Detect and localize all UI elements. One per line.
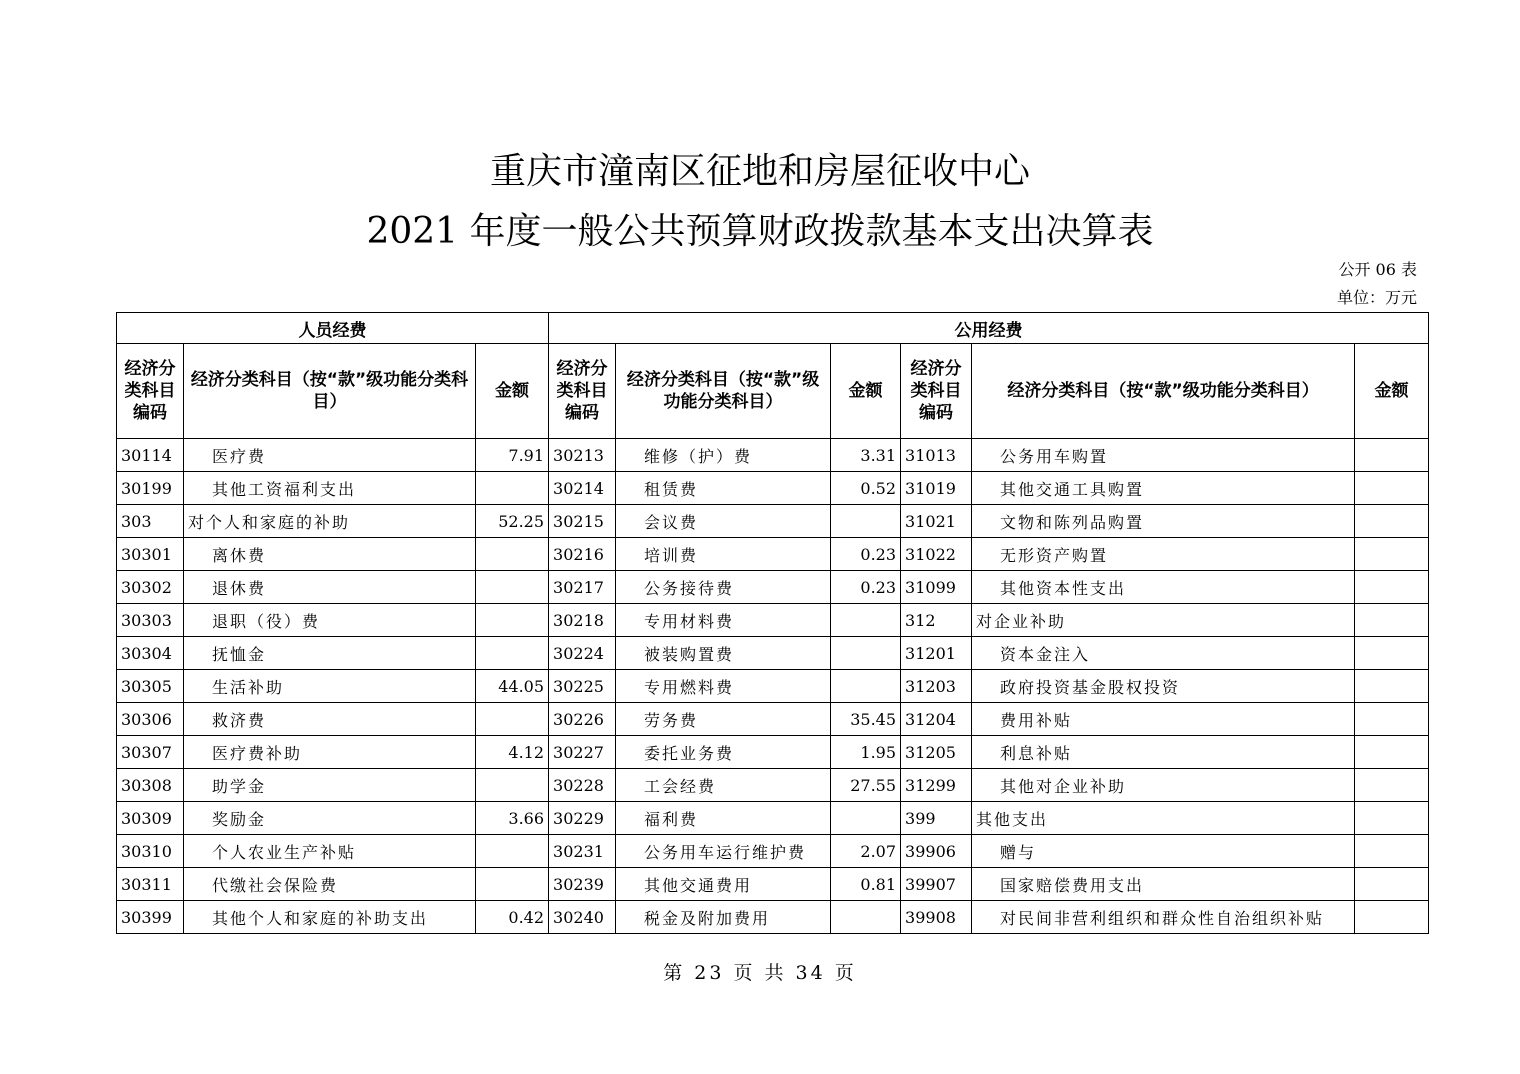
amount-cell — [476, 538, 549, 571]
amount-cell — [476, 571, 549, 604]
code-cell: 30228 — [549, 769, 616, 802]
name-cell: 税金及附加费用 — [616, 901, 831, 934]
code-cell: 31205 — [901, 736, 972, 769]
amount-cell — [831, 670, 901, 703]
name-cell: 代缴社会保险费 — [184, 868, 476, 901]
code-cell: 30303 — [117, 604, 184, 637]
amount-cell: 0.81 — [831, 868, 901, 901]
code-cell: 30224 — [549, 637, 616, 670]
table-number: 公开 06 表 — [1338, 260, 1417, 279]
code-cell: 31299 — [901, 769, 972, 802]
expenditure-table — [116, 312, 1429, 934]
amount-cell: 4.12 — [476, 736, 549, 769]
code-cell: 30213 — [549, 439, 616, 472]
code-cell: 31013 — [901, 439, 972, 472]
amount-cell: 52.25 — [476, 505, 549, 538]
name-cell: 工会经费 — [616, 769, 831, 802]
name-cell: 委托业务费 — [616, 736, 831, 769]
table-row — [117, 736, 1429, 769]
name-cell: 劳务费 — [616, 703, 831, 736]
amount-cell — [1355, 439, 1429, 472]
amount-cell — [1355, 571, 1429, 604]
code-cell: 31021 — [901, 505, 972, 538]
amount-cell: 0.52 — [831, 472, 901, 505]
code-cell: 30239 — [549, 868, 616, 901]
name-cell: 维修（护）费 — [616, 439, 831, 472]
name-cell: 公务接待费 — [616, 571, 831, 604]
amount-cell: 1.95 — [831, 736, 901, 769]
name-cell: 其他对企业补助 — [972, 769, 1355, 802]
col-header-code: 经济分类科目编码 — [117, 344, 184, 439]
code-cell: 39908 — [901, 901, 972, 934]
code-cell: 31019 — [901, 472, 972, 505]
name-cell: 其他工资福利支出 — [184, 472, 476, 505]
col-header-amount: 金额 — [1355, 344, 1429, 439]
amount-cell — [1355, 637, 1429, 670]
name-cell: 生活补助 — [184, 670, 476, 703]
amount-cell — [1355, 472, 1429, 505]
name-cell: 其他支出 — [972, 802, 1355, 835]
code-cell: 39907 — [901, 868, 972, 901]
col-header-code: 经济分类科目编码 — [901, 344, 972, 439]
amount-cell — [1355, 835, 1429, 868]
name-cell: 医疗费补助 — [184, 736, 476, 769]
name-cell: 其他个人和家庭的补助支出 — [184, 901, 476, 934]
code-cell: 31022 — [901, 538, 972, 571]
col-header-amount: 金额 — [476, 344, 549, 439]
code-cell: 399 — [901, 802, 972, 835]
col-header-name: 经济分类科目（按“款”级功能分类科目） — [616, 344, 831, 439]
code-cell: 303 — [117, 505, 184, 538]
report-title-line2: 2021 年度一般公共预算财政拨款基本支出决算表 — [366, 211, 1154, 252]
table-row — [117, 901, 1429, 934]
table-row — [117, 703, 1429, 736]
code-cell: 30231 — [549, 835, 616, 868]
amount-cell — [831, 604, 901, 637]
code-cell: 312 — [901, 604, 972, 637]
code-cell: 30214 — [549, 472, 616, 505]
name-cell: 医疗费 — [184, 439, 476, 472]
page-footer: 第 23 页 共 34 页 — [663, 962, 857, 984]
code-cell: 30302 — [117, 571, 184, 604]
name-cell: 赠与 — [972, 835, 1355, 868]
code-cell: 30217 — [549, 571, 616, 604]
name-cell: 无形资产购置 — [972, 538, 1355, 571]
amount-cell — [831, 505, 901, 538]
name-cell: 其他交通工具购置 — [972, 472, 1355, 505]
code-cell: 30215 — [549, 505, 616, 538]
code-cell: 30308 — [117, 769, 184, 802]
name-cell: 个人农业生产补贴 — [184, 835, 476, 868]
code-cell: 30305 — [117, 670, 184, 703]
group-header-public: 公用经费 — [549, 313, 1429, 344]
amount-cell — [476, 769, 549, 802]
name-cell: 福利费 — [616, 802, 831, 835]
amount-cell: 44.05 — [476, 670, 549, 703]
col-header-code: 经济分类科目编码 — [549, 344, 616, 439]
amount-cell: 2.07 — [831, 835, 901, 868]
amount-cell — [831, 901, 901, 934]
name-cell: 救济费 — [184, 703, 476, 736]
name-cell: 资本金注入 — [972, 637, 1355, 670]
amount-cell: 0.23 — [831, 538, 901, 571]
amount-cell — [476, 604, 549, 637]
code-cell: 31204 — [901, 703, 972, 736]
amount-cell — [1355, 736, 1429, 769]
code-cell: 30304 — [117, 637, 184, 670]
col-header-amount: 金额 — [831, 344, 901, 439]
code-cell: 30199 — [117, 472, 184, 505]
name-cell: 助学金 — [184, 769, 476, 802]
code-cell: 31099 — [901, 571, 972, 604]
code-cell: 30310 — [117, 835, 184, 868]
amount-cell: 35.45 — [831, 703, 901, 736]
name-cell: 专用燃料费 — [616, 670, 831, 703]
code-cell: 31203 — [901, 670, 972, 703]
name-cell: 其他交通费用 — [616, 868, 831, 901]
table-row — [117, 769, 1429, 802]
name-cell: 其他资本性支出 — [972, 571, 1355, 604]
amount-cell: 27.55 — [831, 769, 901, 802]
code-cell: 30309 — [117, 802, 184, 835]
amount-cell — [831, 637, 901, 670]
amount-cell: 3.66 — [476, 802, 549, 835]
amount-cell — [1355, 868, 1429, 901]
code-cell: 30216 — [549, 538, 616, 571]
amount-cell — [1355, 703, 1429, 736]
code-cell: 30301 — [117, 538, 184, 571]
amount-cell: 3.31 — [831, 439, 901, 472]
amount-cell — [1355, 538, 1429, 571]
name-cell: 租赁费 — [616, 472, 831, 505]
table-row — [117, 538, 1429, 571]
amount-cell — [476, 835, 549, 868]
table-row — [117, 571, 1429, 604]
group-header-personnel: 人员经费 — [117, 313, 549, 344]
name-cell: 费用补贴 — [972, 703, 1355, 736]
code-cell: 30399 — [117, 901, 184, 934]
report-title-line1: 重庆市潼南区征地和房屋征收中心 — [489, 151, 1030, 192]
amount-cell — [1355, 769, 1429, 802]
amount-cell — [476, 637, 549, 670]
name-cell: 奖励金 — [184, 802, 476, 835]
name-cell: 国家赔偿费用支出 — [972, 868, 1355, 901]
table-row — [117, 835, 1429, 868]
amount-cell — [1355, 604, 1429, 637]
code-cell: 30114 — [117, 439, 184, 472]
table-row — [117, 802, 1429, 835]
code-cell: 30311 — [117, 868, 184, 901]
name-cell: 退休费 — [184, 571, 476, 604]
code-cell: 30227 — [549, 736, 616, 769]
code-cell: 30225 — [549, 670, 616, 703]
amount-cell — [1355, 901, 1429, 934]
amount-cell — [1355, 505, 1429, 538]
code-cell: 30218 — [549, 604, 616, 637]
amount-cell — [831, 802, 901, 835]
code-cell: 30229 — [549, 802, 616, 835]
name-cell: 培训费 — [616, 538, 831, 571]
name-cell: 公务用车运行维护费 — [616, 835, 831, 868]
table-row — [117, 637, 1429, 670]
table-row — [117, 505, 1429, 538]
amount-cell: 7.91 — [476, 439, 549, 472]
code-cell: 30307 — [117, 736, 184, 769]
code-cell: 30306 — [117, 703, 184, 736]
name-cell: 对企业补助 — [972, 604, 1355, 637]
amount-cell: 0.23 — [831, 571, 901, 604]
name-cell: 政府投资基金股权投资 — [972, 670, 1355, 703]
amount-cell — [476, 868, 549, 901]
code-cell: 30240 — [549, 901, 616, 934]
name-cell: 公务用车购置 — [972, 439, 1355, 472]
amount-cell — [476, 472, 549, 505]
amount-cell — [1355, 670, 1429, 703]
code-cell: 31201 — [901, 637, 972, 670]
table-row — [117, 472, 1429, 505]
amount-cell — [476, 703, 549, 736]
table-row — [117, 868, 1429, 901]
amount-cell: 0.42 — [476, 901, 549, 934]
name-cell: 对个人和家庭的补助 — [184, 505, 476, 538]
name-cell: 文物和陈列品购置 — [972, 505, 1355, 538]
code-cell: 30226 — [549, 703, 616, 736]
table-row — [117, 604, 1429, 637]
name-cell: 对民间非营利组织和群众性自治组织补贴 — [972, 901, 1355, 934]
name-cell: 利息补贴 — [972, 736, 1355, 769]
col-header-name: 经济分类科目（按“款”级功能分类科目） — [184, 344, 476, 439]
name-cell: 被装购置费 — [616, 637, 831, 670]
table-row — [117, 439, 1429, 472]
name-cell: 抚恤金 — [184, 637, 476, 670]
code-cell: 39906 — [901, 835, 972, 868]
col-header-name: 经济分类科目（按“款”级功能分类科目） — [972, 344, 1355, 439]
table-row — [117, 670, 1429, 703]
name-cell: 退职（役）费 — [184, 604, 476, 637]
amount-cell — [1355, 802, 1429, 835]
name-cell: 会议费 — [616, 505, 831, 538]
name-cell: 专用材料费 — [616, 604, 831, 637]
name-cell: 离休费 — [184, 538, 476, 571]
unit-label: 单位：万元 — [1336, 288, 1417, 307]
